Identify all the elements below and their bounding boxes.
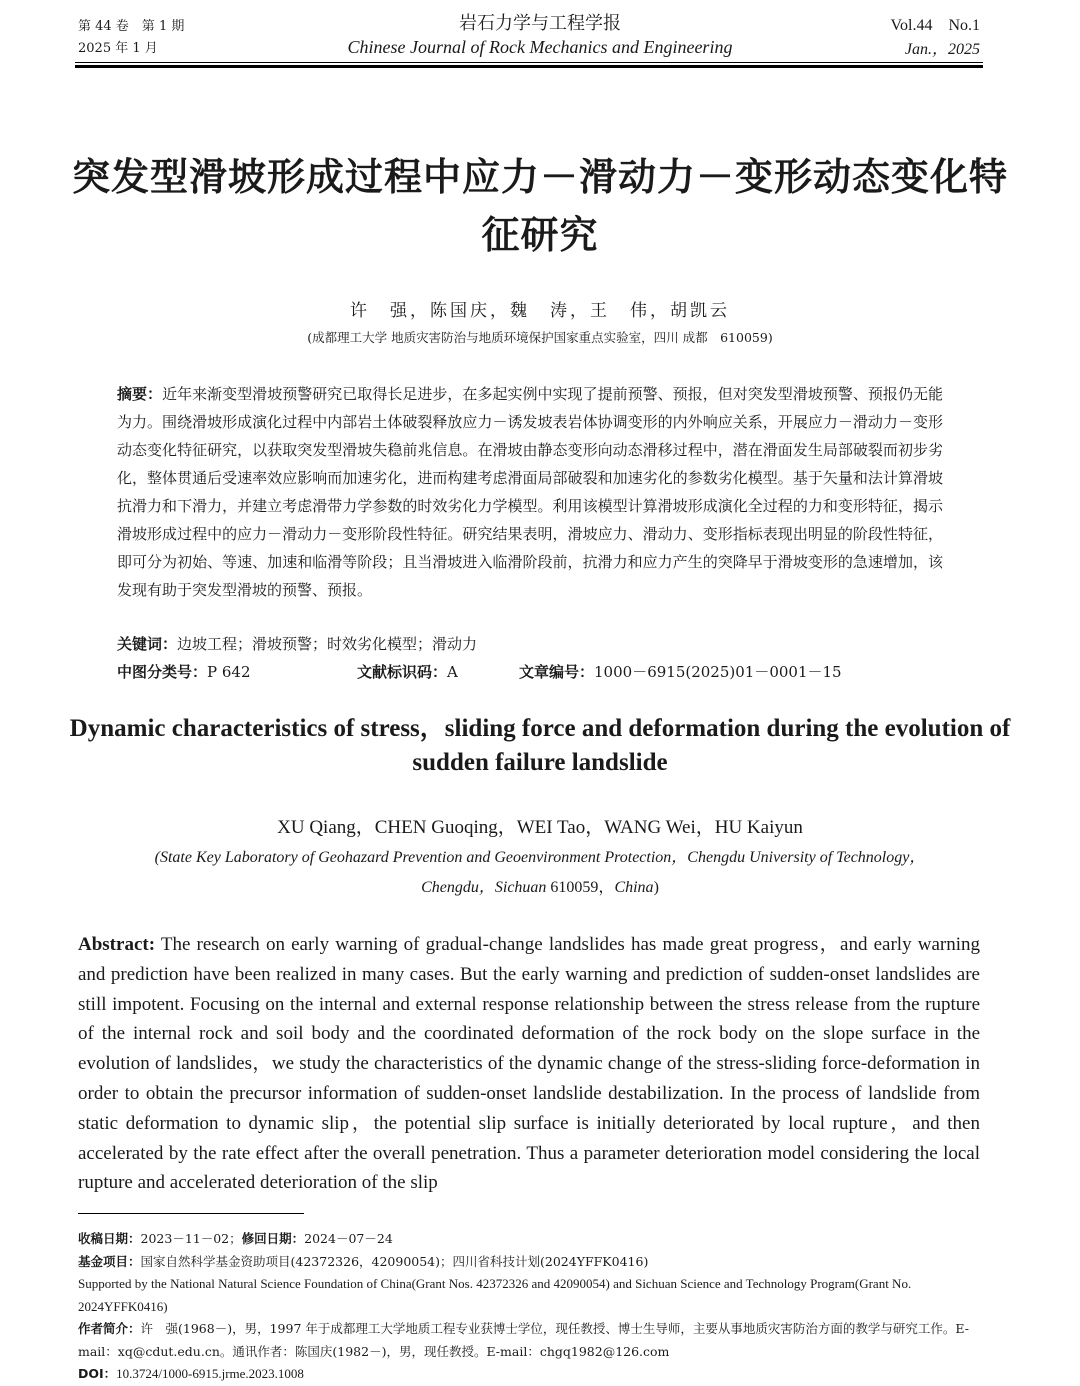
- clc-code: [117, 658, 251, 686]
- clc-value: P 642: [207, 663, 251, 681]
- revised-value: 2024－07－24: [304, 1231, 393, 1246]
- abstract-cn-label: 摘要：: [117, 385, 163, 403]
- doi-label: DOI：: [78, 1366, 117, 1381]
- paper-title-en: Dynamic characteristics of stress，sliding force and deformation during the evolution of sudden failure landslide: [69, 715, 1011, 776]
- header-rule-thin: [75, 62, 983, 63]
- footnote-dates: [78, 1228, 980, 1251]
- date-cn: 2025 年 1 月: [78, 41, 158, 56]
- article-number: [519, 658, 842, 686]
- keywords-cn-label: 关键词：: [117, 635, 178, 653]
- footnote-fund: [78, 1251, 980, 1274]
- fund-label: 基金项目：: [78, 1253, 141, 1269]
- bio-value: 许 强(1968－)，男，1997 年于成都理工大学地质工程专业获博士学位，现任教授、博士生导师，主要从事地质灾害防治方面的教学与研究工作。E-mail：xq@cdut.edu.cn。通讯作者：陈国庆(1982－)，男，现任教授。E-mail：chgq1982@126.com: [78, 1321, 969, 1359]
- article-value: 1000－6915(2025)01－0001－15: [594, 663, 842, 681]
- keywords-cn: [117, 630, 943, 658]
- footnote-bio: [78, 1318, 980, 1363]
- revised-label: 修回日期：: [241, 1231, 305, 1246]
- abstract-cn-text: 近年来渐变型滑坡预警研究已取得长足进步，在多起实例中实现了提前预警、预报，但对突发型滑坡预警、预报仍无能为力。围绕滑坡形成演化过程中内部岩土体破裂释放应力－诱发坡表岩体协调变形的内外响应关系，开展应力－滑动力－变形动态变化特征研究，以获取突发型滑坡失稳前兆信息。在滑坡由静态变形向动态滑移过程中，潜在滑面发生局部破裂而初步劣化，整体贯通后受速率效应影响而加速劣化，进而构建考虑滑面局部破裂和加速劣化的参数劣化模型。基于矢量和法计算滑坡抗滑力和下滑力，并建立考虑滑带力学参数的时效劣化力学模型。利用该模型计算滑坡形成演化全过程的力和变形特征，揭示滑坡形成过程中的应力－滑动力－变形阶段性特征。研究结果表明，滑坡应力、滑动力、变形指标表现出明显的阶段性特征，即可分为初始、等速、加速和临滑等阶段；且当滑坡进入临滑阶段前，抗滑力和应力产生的突降早于滑坡变形的急速增加，该发现有助于突发型滑坡的预警、预报。: [117, 385, 943, 599]
- document-code: [357, 658, 458, 686]
- affiliation-en: [80, 843, 1000, 903]
- journal-title-cn: 岩石力学与工程学报: [459, 13, 621, 34]
- header-rule-thick: [75, 65, 983, 68]
- authors-en: XU Qiang，CHEN Guoqing，WEI Tao，WANG Wei，HU Kaiyun: [277, 817, 803, 838]
- affiliation-en-line1: (State Key Laboratory of Geohazard Prevention and Geoenvironment Protection，Chengdu University of Technology，: [154, 849, 926, 866]
- footnotes: [78, 1228, 980, 1386]
- received-value: 2023－11－02；: [140, 1231, 242, 1246]
- abstract-en: [78, 930, 980, 1198]
- affiliation-en-postcode: 610059，: [546, 879, 615, 896]
- article-label: 文章编号：: [519, 663, 595, 681]
- bio-label: 作者简介：: [78, 1321, 141, 1336]
- abstract-cn: [117, 380, 943, 604]
- running-header-right: [891, 14, 981, 62]
- affiliation-en-line2: [80, 873, 1000, 903]
- affiliation-en-city: Chengdu，Sichuan: [421, 879, 547, 896]
- clc-label: 中图分类号：: [117, 663, 208, 681]
- abstract-en-text: The research on early warning of gradual-change landslides has made great progress，and early warning and prediction have been realized in many cases. But the early warning and prediction of sudden-onset landslides are still impotent. Focusing on the internal and external response relationship between the stress release from the rupture of the internal rock and soil body and the coordinated deformation of the rock body on the slope surface in the evolution of landslides，we study the characteristics of the dynamic change of the stress-sliding force-deformation in order to obtain the precursor information of sudden-onset landslide destabilization. In the process of landslide from static deformation to dynamic slip，the potential slip surface is initially deteriorated by local rupture，and then accelerated by the rate effect after the overall penetration. Thus a parameter deterioration model considering the local rupture and accelerated deterioration of the slip: [78, 934, 980, 1194]
- date-en: Jan.，2025: [904, 41, 980, 58]
- paper-title-cn: 突发型滑坡形成过程中应力－滑动力－变形动态变化特征研究: [71, 155, 1008, 257]
- affiliation-cn: (成都理工大学 地质灾害防治与地质环境保护国家重点实验室，四川 成都 610059): [307, 330, 773, 345]
- volume-issue-cn: 第 44 卷 第 1 期: [78, 19, 185, 34]
- affiliation-en-close: ): [653, 879, 659, 896]
- doc-value: A: [447, 663, 458, 681]
- footnote-rule: [78, 1213, 304, 1214]
- fund-value: 国家自然科学基金资助项目(42372326，42090054)；四川省科技计划(2024YFFK0416): [140, 1253, 649, 1269]
- keywords-cn-text: 边坡工程；滑坡预警；时效劣化模型；滑动力: [177, 635, 478, 653]
- doi-value: 10.3724/1000-6915.jrme.2023.1008: [116, 1366, 304, 1381]
- authors-cn: 许 强，陈国庆，魏 涛，王 伟，胡凯云: [350, 301, 730, 321]
- abstract-en-label: Abstract:: [78, 934, 156, 955]
- footnote-fund-en: Supported by the National Natural Science Foundation of China(Grant Nos. 42372326 and 42090054) and Sichuan Science and Technology Program(Grant No. 2024YFFK0416): [78, 1276, 912, 1314]
- footnote-doi: [78, 1363, 980, 1386]
- affiliation-en-country: China: [614, 879, 654, 896]
- journal-title-en: Chinese Journal of Rock Mechanics and Engineering: [347, 37, 733, 57]
- running-header-left: [78, 16, 184, 60]
- doc-label: 文献标识码：: [357, 663, 448, 681]
- received-label: 收稿日期：: [78, 1231, 141, 1246]
- running-header-center: [260, 12, 820, 58]
- volume-issue-en: Vol.44 No.1: [890, 17, 980, 34]
